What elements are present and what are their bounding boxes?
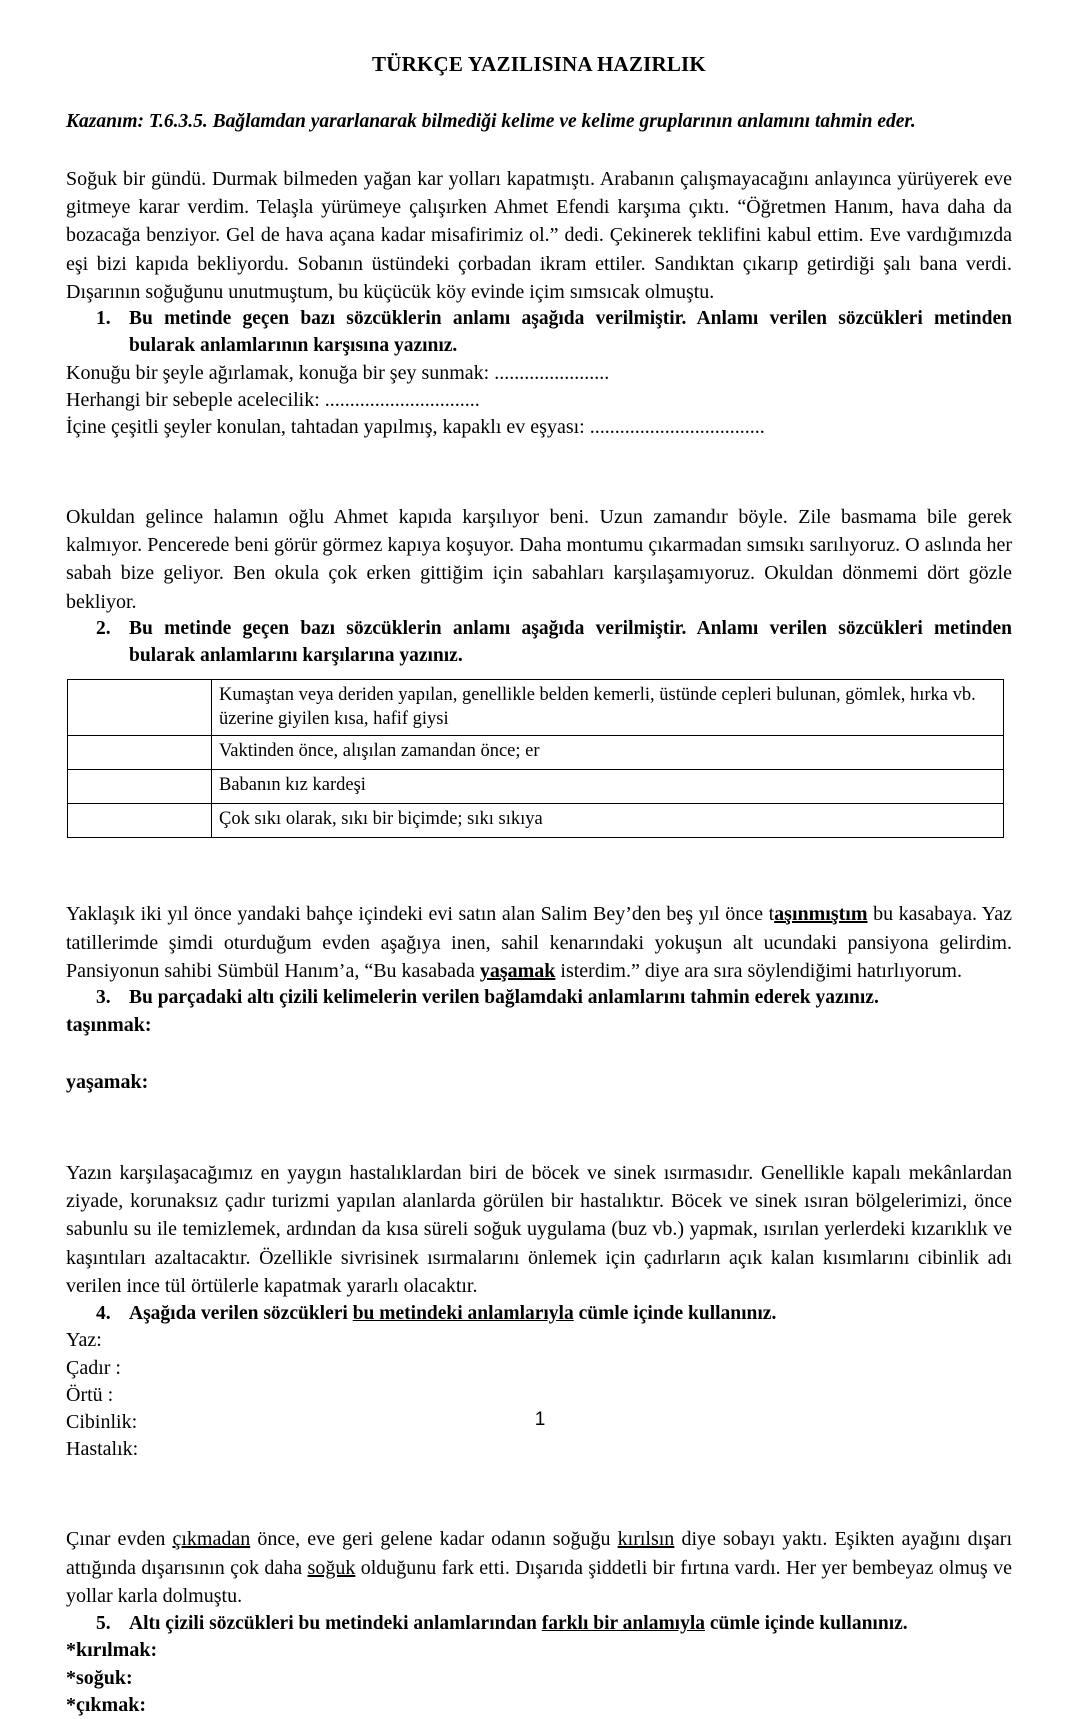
- spacer: [66, 1039, 1012, 1069]
- passage-5-part1: Çınar evden: [66, 1528, 173, 1551]
- question-2-number: 2.: [96, 618, 111, 640]
- page-title: TÜRKÇE YAZILISINA HAZIRLIK: [372, 52, 706, 76]
- passage-5-part4: olduğunu fark etti. Dışarıda şiddetli bir fırtına vardı. Her yer bembeyaz olmuş ve yollar karla dolmuştu.: [66, 1556, 1012, 1608]
- word-line-cibinlik[interactable]: Cibinlik:: [66, 1411, 138, 1434]
- question-5-emphasis: farklı bir anlamıyla: [541, 1612, 706, 1634]
- passage-5-part3: diye sobayı yaktı. Eşikten ayağını dışarı attığında dışarısının çok daha: [66, 1528, 1013, 1579]
- underlined-word-cikmadan: çıkmadan: [172, 1528, 251, 1551]
- question-5: [66, 1611, 1012, 1638]
- passage-5-part2: önce, eve geri gelene kadar odanın soğuğu: [250, 1528, 618, 1551]
- meaning-table: [67, 679, 1004, 838]
- question-5-number: 5.: [96, 1612, 111, 1634]
- blank-line-3[interactable]: İçine çeşitli şeyler konulan, tahtadan yapılmış, kapaklı ev eşyası: ...................................: [66, 415, 765, 438]
- underlined-word-kirilsin: kırılsın: [617, 1528, 675, 1551]
- word-line-kirilmak[interactable]: *kırılmak:: [66, 1639, 158, 1662]
- question-1-number: 1.: [96, 308, 111, 330]
- meaning-cell: Babanın kız kardeşi: [212, 770, 1004, 804]
- meaning-cell: Çok sıkı olarak, sıkı bir biçimde; sıkı sıkıya: [212, 804, 1004, 838]
- question-4-prefix: Aşağıda verilen sözcükleri: [129, 1302, 353, 1324]
- question-4-emphasis: bu metindeki anlamlarıyla: [352, 1302, 574, 1324]
- question-5-prefix: Altı çizili sözcükleri bu metindeki anlamlarından: [129, 1612, 542, 1634]
- table-row: [68, 804, 1004, 838]
- spacer: [66, 838, 1012, 900]
- question-2-text: Bu metinde geçen bazı sözcüklerin anlamı aşağıda verilmiştir. Anlamı verilen sözcükleri metinden bularak anlamlarını karşılarına yazınız.: [129, 618, 1012, 667]
- table-row: [68, 680, 1004, 736]
- word-line-yaz[interactable]: Yaz:: [66, 1329, 102, 1352]
- answer-cell[interactable]: [68, 680, 212, 736]
- word-line-hastalik[interactable]: Hastalık:: [66, 1438, 139, 1461]
- answer-cell[interactable]: [68, 804, 212, 838]
- passage-3: [66, 900, 1012, 985]
- question-5-suffix: cümle içinde kullanınız.: [705, 1612, 908, 1634]
- question-3-number: 3.: [96, 987, 111, 1009]
- word-line-cikmak[interactable]: *çıkmak:: [66, 1693, 146, 1716]
- question-1-text: Bu metinde geçen bazı sözcüklerin anlamı aşağıda verilmiştir. Anlamı verilen sözcükleri metinden bularak anlamlarının karşısına yazınız.: [129, 308, 1012, 357]
- table-row: [68, 770, 1004, 804]
- spacer: [66, 1097, 1012, 1159]
- meaning-cell: Vaktinden önce, alışılan zamandan önce; er: [212, 736, 1004, 770]
- question-2: [66, 616, 1012, 670]
- blank-line-1[interactable]: Konuğu bir şeyle ağırlamak, konuğa bir şey sunmak: .......................: [66, 362, 610, 385]
- spacer: [66, 441, 1012, 503]
- answer-cell[interactable]: [68, 770, 212, 804]
- word-line-cadir[interactable]: Çadır :: [66, 1356, 121, 1379]
- passage-5: [66, 1525, 1012, 1610]
- question-4: [66, 1301, 1012, 1328]
- spacer: [66, 1463, 1012, 1525]
- page-number: 1: [534, 1409, 546, 1430]
- passage-2: Okuldan gelince halamın oğlu Ahmet kapıda karşılıyor beni. Uzun zamandır böyle. Zile basmama bile gerek kalmıyor. Pencerede beni görür görmez kapıya koşuyor. Daha montumu çıkarmadan sımsıkı sarılıyoruz. O aslında her sabah bize geliyor. Ben okula çok erken gittiğim için sabahları karşılaşamıyoruz. Okuldan dönmemi dört gözle bekliyor.: [66, 505, 1012, 613]
- blank-line-2[interactable]: Herhangi bir sebeple acelecilik: ...............................: [66, 389, 480, 412]
- table-row: [68, 736, 1004, 770]
- passage-3-part2: bu kasabaya. Yaz tatillerimde şimdi oturduğum evden aşağıya inen, sahil kenarındaki yokuşun alt ucundaki pansiyona gelirdim. Pansiyonun sahibi Sümbül Hanım’a, “Bu kasabada: [66, 903, 1012, 982]
- question-1: [66, 306, 1012, 360]
- question-3: [66, 985, 1012, 1012]
- passage-3-part1: Yaklaşık iki yıl önce yandaki bahçe içindeki evi satın alan Salim Bey’den beş yıl önce t: [66, 903, 775, 926]
- passage-3-part3: isterdim.” diye ara sıra söylendiğimi hatırlıyorum.: [555, 959, 962, 982]
- passage-4: Yazın karşılaşacağımız en yaygın hastalıklardan biri de böcek ve sinek ısırmasıdır. Genellikle kapalı mekânlardan ziyade, korunaksız çadır turizmi yapılan alanlarda görülen bir hastalıktır. Böcek ve sinek ısıran bölgelerimizi, önce sabunlu su ile temizlemek, ardından da kısa süreli soğuk uygulama (buz vb.) yapmak, ısırılan yerlerdeki kızarıklık ve kaşıntıları azaltacaktır. Özellikle sivrisinek ısırmalarını önlemek için çadırların açık kalan kısımlarını cibinlik adı verilen ince tül örtülerle kapatmak yararlı olacaktır.: [66, 1161, 1012, 1298]
- underlined-word-soguk: soğuk: [307, 1556, 356, 1579]
- underlined-word-tasinmistim: aşınmıştım: [774, 903, 868, 926]
- passage-1: Soğuk bir gündü. Durmak bilmeden yağan kar yolları kapatmıştı. Arabanın çalışmayacağını anlayınca yürüyerek eve gitmeye karar verdim. Telaşla yürümeye çalışırken Ahmet Efendi karşıma çıktı. “Öğretmen Hanım, hava daha da bozacağa benziyor. Gel de hava açana kadar misafirimiz ol.” dedi. Çekinerek teklifini kabul ettim. Eve vardığımızda eşi bizi kapıda bekliyordu. Sobanın üstündeki çorbadan ikram ettiler. Sandıktan çıkarıp getirdiği şalı bana verdi. Dışarının soğuğunu unutmuştum, bu küçücük köy evinde içim sımsıcak olmuştu.: [66, 167, 1012, 304]
- underlined-word-yasamak: yaşamak: [479, 959, 556, 982]
- word-line-soguk[interactable]: *soğuk:: [66, 1666, 133, 1689]
- answer-cell[interactable]: [68, 736, 212, 770]
- answer-line-yasamak[interactable]: yaşamak:: [66, 1071, 149, 1094]
- question-4-number: 4.: [96, 1302, 111, 1324]
- word-line-ortu[interactable]: Örtü :: [66, 1383, 114, 1406]
- meaning-cell: Kumaştan veya deriden yapılan, genellikle belden kemerli, üstünde cepleri bulunan, gömlek, hırka vb. üzerine giyilen kısa, hafif giysi: [212, 680, 1004, 736]
- question-4-suffix: cümle içinde kullanınız.: [573, 1302, 777, 1324]
- question-3-text: Bu parçadaki altı çizili kelimelerin verilen bağlamdaki anlamlarını tahmin ederek yazınız.: [129, 987, 879, 1009]
- answer-line-tasinmak[interactable]: taşınmak:: [66, 1014, 152, 1037]
- kazanim-statement: Kazanım: T.6.3.5. Bağlamdan yararlanarak bilmediği kelime ve kelime gruplarının anlamını tahmin eder.: [66, 111, 916, 133]
